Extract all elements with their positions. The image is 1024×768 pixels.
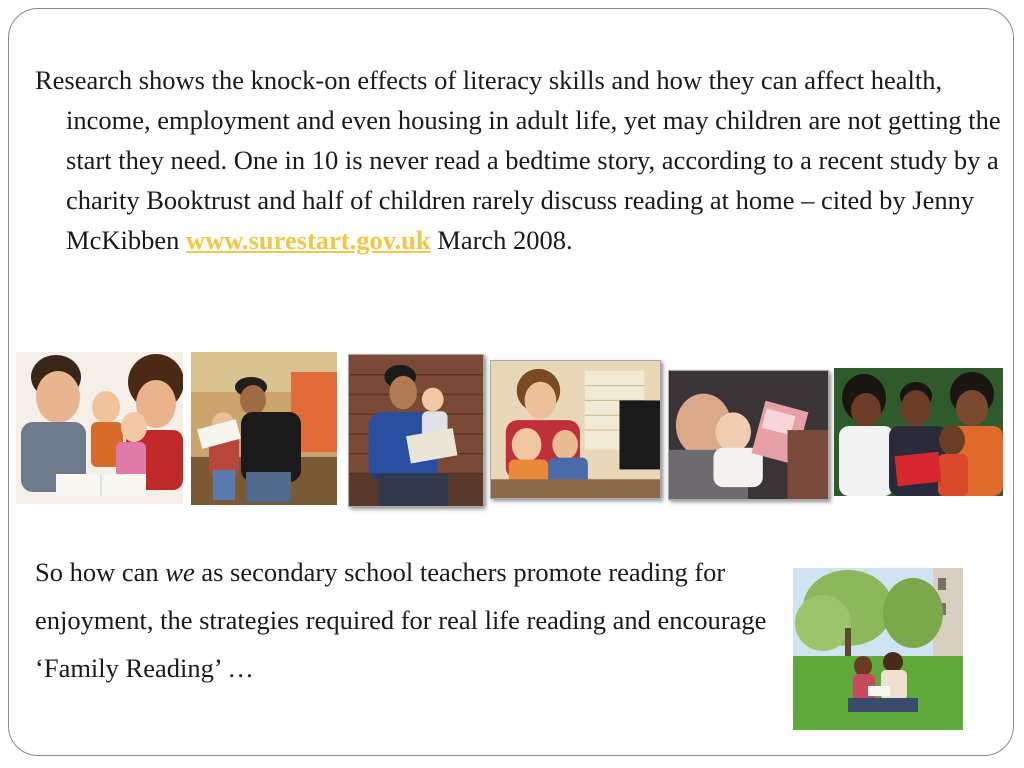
question-text-end: as secondary school teachers promote reading for enjoyment, the strategies required for real life reading and encourage ‘Family Reading’ …	[35, 557, 767, 683]
question-text-start: So how can	[35, 557, 166, 587]
father-toddler-reading-photo	[348, 354, 484, 507]
question-emphasis: we	[165, 557, 195, 587]
intro-paragraph	[35, 60, 1024, 260]
father-child-classroom-photo	[191, 352, 337, 505]
intro-text: Research shows the knock-on effects of literacy skills and how they can affect health, income, employment and even housing in adult life, yet may children are not getting the start they need. One in 10 is never read a bedtime story, according to a recent study by a charity Booktrust and half of children rarely discuss reading at home – cited by Jenny McKibben	[35, 65, 1001, 255]
question-paragraph	[35, 548, 775, 692]
baby-book-photo	[668, 370, 829, 500]
family-reading-photo	[16, 352, 183, 504]
park-reading-photo	[793, 568, 963, 730]
surestart-link[interactable]: www.surestart.gov.uk	[185, 225, 431, 255]
mother-children-computer-photo	[490, 360, 661, 499]
intro-text-end: March 2008.	[430, 225, 573, 255]
family-red-book-photo	[834, 368, 1003, 496]
